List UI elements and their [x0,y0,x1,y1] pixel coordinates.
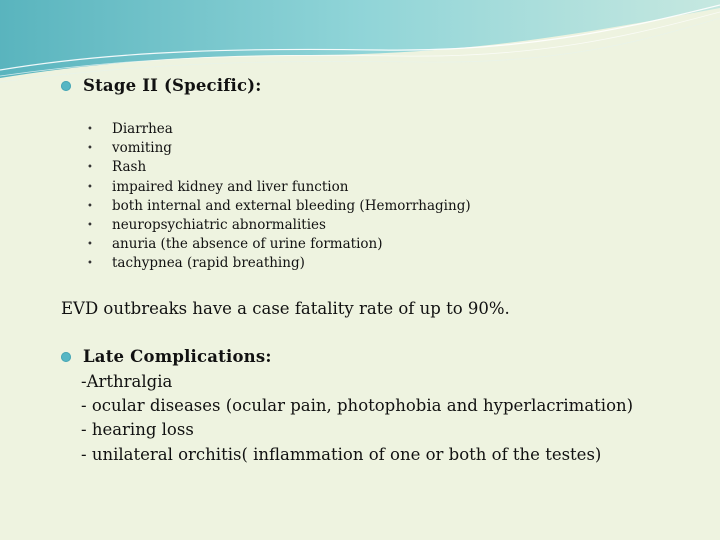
late-heading: Late Complications: [83,347,272,366]
bullet-icon [61,81,71,91]
bullet-icon [61,352,71,362]
list-item: - ocular diseases (ocular pain, photophobia and hyperlacrimation) [81,396,634,416]
list-item: • anuria (the absence of urine formation) [108,235,471,254]
list-item: • both internal and external bleeding (Hemorrhaging) [108,197,471,216]
list-item: • Rash [108,158,471,177]
stage2-heading: Stage II (Specific): [83,76,262,95]
list-item: • neuropsychiatric abnormalities [108,216,471,235]
list-item: - unilateral orchitis( inflammation of one or both of the testes) [81,444,602,464]
stage2-symptom-list [108,120,471,274]
late-complications-list [81,370,633,467]
list-item: -Arthralgia [81,372,173,391]
list-item: • tachypnea (rapid breathing) [108,254,471,273]
stage2-heading-row [61,76,262,95]
list-item: • impaired kidney and liver function [108,178,471,197]
list-item: - hearing loss [81,420,194,440]
late-heading-row [61,347,272,366]
list-item: • Diarrhea [108,120,471,139]
fatality-statement: EVD outbreaks have a case fatality rate of up to 90%. [61,299,510,318]
list-item: • vomiting [108,139,471,158]
